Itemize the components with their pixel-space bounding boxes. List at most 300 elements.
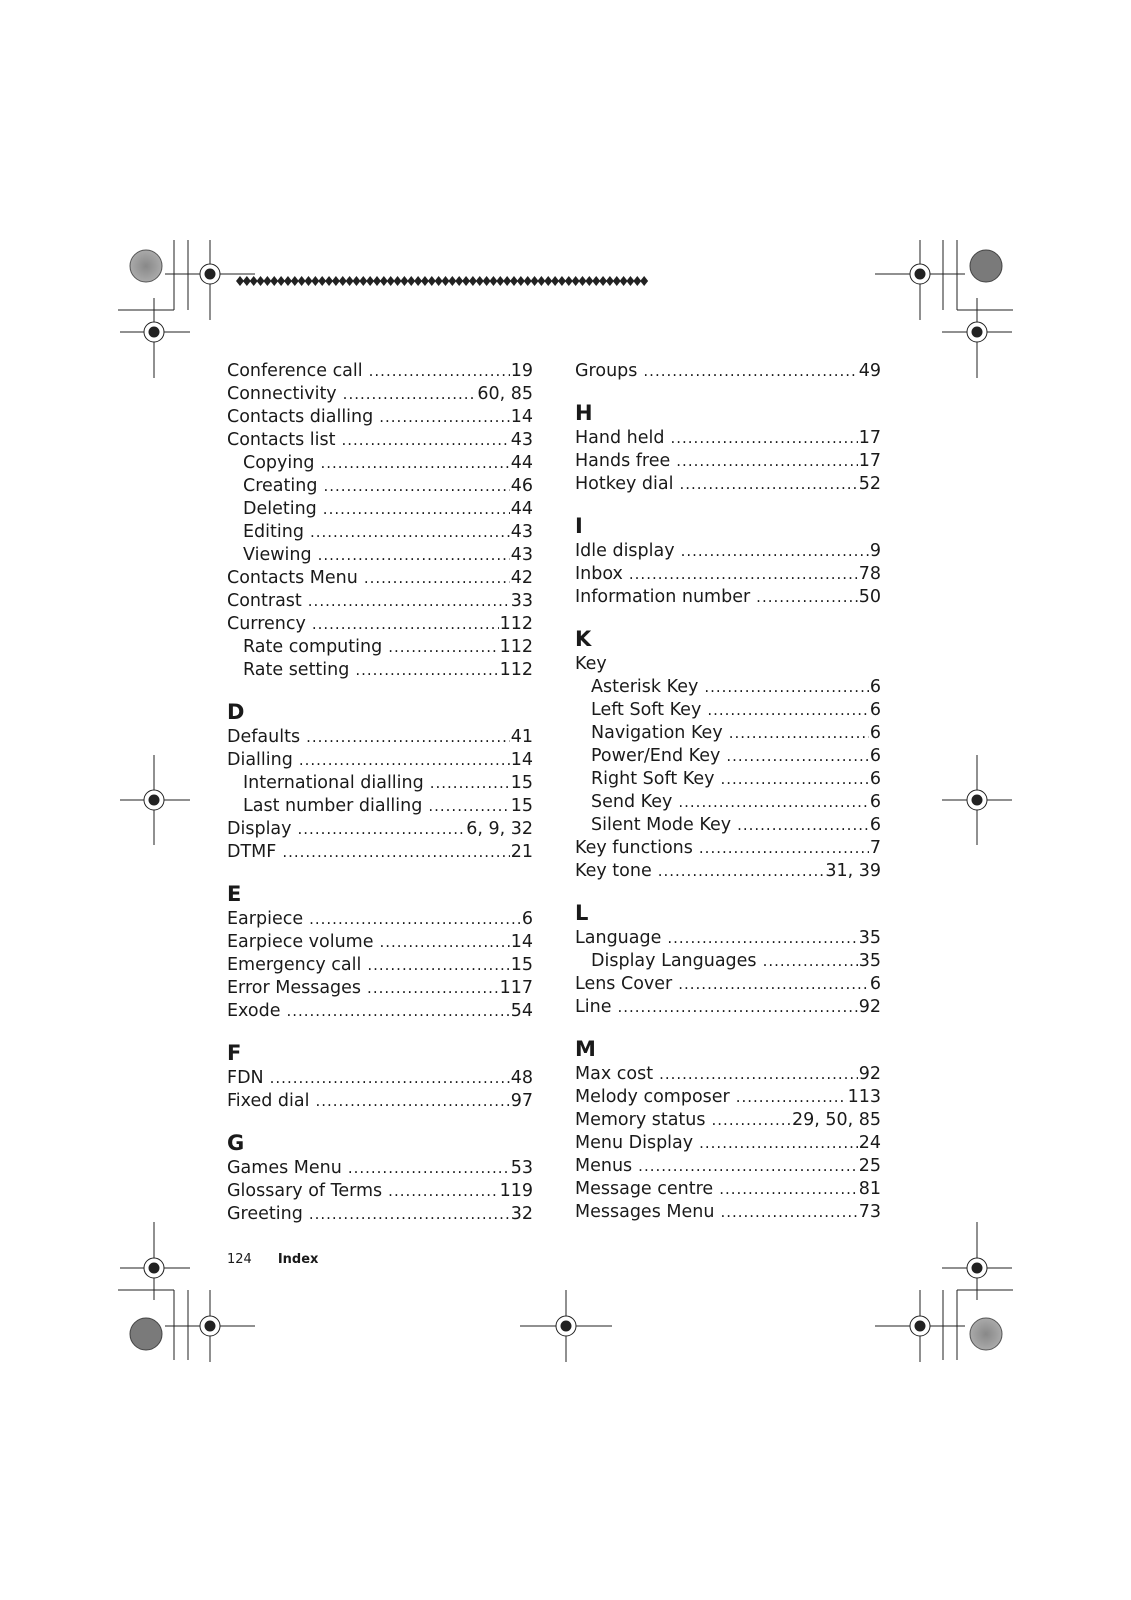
diamond-icon [551,276,559,286]
index-page-refs: 6 [869,677,881,697]
diamond-icon [606,276,614,286]
diamond-icon [428,276,436,286]
index-entry [575,427,881,450]
dot-leader [379,406,509,429]
diamond-icon [270,276,278,286]
dot-leader [737,814,869,837]
grey-disc-icon [970,250,1002,282]
dot-leader [667,927,857,950]
index-page-refs: 6 [521,909,533,929]
index-term: Rate computing [243,637,383,657]
index-page-refs: 81 [858,1179,881,1199]
index-page-refs: 117 [499,978,533,998]
sunburst-disc-icon [970,1318,1002,1350]
index-entry [227,954,533,977]
index-page-refs: 17 [858,451,881,471]
index-entry [227,590,533,613]
dot-leader [638,1155,858,1178]
dot-leader [707,699,869,722]
dot-leader [712,1109,791,1132]
index-term: Contacts dialling [227,407,374,427]
index-term: Memory status [575,1110,706,1130]
dot-leader [298,818,466,841]
dot-leader [729,722,869,745]
diamond-icon [414,276,422,286]
diamond-icon [585,276,593,286]
diamond-icon [346,276,354,286]
index-entry [575,927,881,950]
dot-leader [719,1178,858,1201]
diamond-icon [435,276,443,286]
dot-leader [315,1090,509,1113]
index-term: Exode [227,1001,281,1021]
index-entry [575,996,881,1019]
index-page-refs: 6 [869,769,881,789]
index-entry [575,450,881,473]
index-term: Power/End Key [591,746,721,766]
index-term: Glossary of Terms [227,1181,383,1201]
crosshair-icon [875,240,965,320]
index-letter-heading: F [227,1041,242,1065]
index-column-right [575,360,881,1224]
diamond-icon [359,276,367,286]
index-entry [227,383,533,406]
dot-leader [679,473,857,496]
index-group [575,514,881,609]
index-letter-heading: K [575,627,592,651]
dot-leader [699,837,869,860]
diamond-icon [620,276,628,286]
index-entry [575,1086,881,1109]
dot-leader [699,1132,858,1155]
index-entry [227,749,533,772]
diamond-icon [291,276,299,286]
index-term: Hotkey dial [575,474,674,494]
index-term: Greeting [227,1204,303,1224]
index-entry [575,1063,881,1086]
index-term: Defaults [227,727,301,747]
diamond-icon [496,276,504,286]
index-page-refs: 6 [869,792,881,812]
index-group [575,627,881,883]
index-page-refs: 35 [858,928,881,948]
index-subentry [575,768,881,791]
diamond-icon [572,276,580,286]
index-entry [575,1201,881,1224]
diamond-icon [332,276,340,286]
diamond-icon [565,276,573,286]
index-entry [575,360,881,383]
index-page-refs: 15 [510,955,533,975]
index-term: Creating [243,476,318,496]
sunburst-disc-icon [130,250,162,282]
dot-leader [367,977,499,1000]
index-page-refs: 25 [858,1156,881,1176]
index-subentry [227,521,533,544]
index-entry [575,860,881,883]
index-page-refs: 14 [510,407,533,427]
index-letter-heading: H [575,401,593,425]
dot-leader [286,1000,509,1023]
diamond-icon [373,276,381,286]
index-term: Connectivity [227,384,337,404]
diamond-icon [236,276,244,286]
index-page-refs: 31, 39 [825,861,881,881]
index-entry [575,837,881,860]
index-term: Contacts Menu [227,568,358,588]
diamond-strip [236,276,648,286]
index-entry [575,473,881,496]
dot-leader [309,908,521,931]
index-page-refs: 7 [869,838,881,858]
index-entry [227,613,533,636]
index-page-refs: 112 [499,614,533,634]
index-entry [575,1155,881,1178]
dot-leader [320,452,509,475]
index-group [227,700,533,864]
index-page-refs: 15 [510,796,533,816]
index-entry [227,1000,533,1023]
dot-leader [282,841,509,864]
dot-leader [430,772,510,795]
index-page-refs: 6 [869,746,881,766]
index-entry [227,1203,533,1226]
page-number: 124 [227,1252,252,1267]
index-entry [227,1067,533,1090]
index-page-refs: 14 [510,932,533,952]
index-subentry [227,659,533,682]
diamond-icon [318,276,326,286]
diamond-icon [366,276,374,286]
crosshair-icon [942,1222,1012,1300]
dot-leader [756,586,858,609]
diamond-icon [537,276,545,286]
index-term: Messages Menu [575,1202,715,1222]
index-subentry [575,676,881,699]
index-term: Melody composer [575,1087,730,1107]
diamond-icon [613,276,621,286]
index-entry [575,540,881,563]
diamond-icon [476,276,484,286]
dot-leader [676,450,857,473]
index-entry [575,1132,881,1155]
index-entry [575,973,881,996]
index-page-refs: 29, 50, 85 [791,1110,881,1130]
dot-leader [341,429,509,452]
index-page-refs: 6 [869,700,881,720]
index-page-refs: 24 [858,1133,881,1153]
index-term: Key functions [575,838,693,858]
index-page-refs: 43 [510,545,533,565]
diamond-icon [305,276,313,286]
page-footer [227,1252,318,1267]
dot-leader [629,563,858,586]
index-subentry [227,636,533,659]
index-term: Hands free [575,451,671,471]
index-page-refs: 35 [858,951,881,971]
diamond-icon [503,276,511,286]
index-entry [227,360,533,383]
diamond-icon [524,276,532,286]
index-term: Contacts list [227,430,336,450]
index-page-refs: 15 [510,773,533,793]
index-group [575,901,881,1019]
dot-leader [720,768,868,791]
index-page-refs: 97 [510,1091,533,1111]
index-page-refs: 113 [847,1087,881,1107]
index-term: Send Key [591,792,673,812]
index-term: Silent Mode Key [591,815,732,835]
dot-leader [299,749,510,772]
index-entry [227,977,533,1000]
diamond-icon [640,276,648,286]
dot-leader [310,521,510,544]
diamond-icon [448,276,456,286]
index-subentry [227,795,533,818]
index-term: Message centre [575,1179,714,1199]
index-term: Editing [243,522,304,542]
index-subentry [227,772,533,795]
dot-leader [681,540,869,563]
index-column-left [227,360,533,1226]
index-page-refs: 14 [510,750,533,770]
diamond-icon [284,276,292,286]
index-page-refs: 6 [869,723,881,743]
diamond-icon [243,276,251,286]
crosshair-icon [165,1290,255,1362]
index-term: Fixed dial [227,1091,310,1111]
diamond-icon [592,276,600,286]
dot-leader [720,1201,857,1224]
dot-leader [763,950,858,973]
index-term: Navigation Key [591,723,723,743]
dot-leader [380,931,510,954]
index-page-refs: 43 [510,430,533,450]
index-term: Menu Display [575,1133,694,1153]
dot-leader [658,860,825,883]
diamond-icon [455,276,463,286]
index-page-refs: 48 [510,1068,533,1088]
index-page-refs: 42 [510,568,533,588]
index-term: Information number [575,587,751,607]
index-subentry [575,791,881,814]
crosshair-icon [520,1290,612,1362]
dot-leader [355,659,498,682]
index-page-refs: 9 [869,541,881,561]
index-entry [227,726,533,749]
dot-leader [736,1086,847,1109]
section-title: Index [277,1252,319,1267]
diamond-icon [626,276,634,286]
diamond-icon [325,276,333,286]
diamond-icon [394,276,402,286]
index-term: Error Messages [227,978,362,998]
index-term: Groups [575,361,638,381]
index-group [575,360,881,383]
grey-disc-icon [130,1318,162,1350]
diamond-icon [277,276,285,286]
index-term: DTMF [227,842,277,862]
index-term: Right Soft Key [591,769,715,789]
index-letter-heading: G [227,1131,245,1155]
index-term: Currency [227,614,306,634]
index-term: Display Languages [591,951,757,971]
index-entry [575,653,881,676]
index-entry [575,1178,881,1201]
dot-leader [369,360,510,383]
index-term: Last number dialling [243,796,423,816]
index-page-refs: 60, 85 [477,384,533,404]
dot-leader [428,795,509,818]
index-term: Conference call [227,361,363,381]
diamond-icon [311,276,319,286]
index-page-refs: 112 [499,637,533,657]
dot-leader [323,498,510,521]
index-entry [227,908,533,931]
crosshair-icon [875,1290,965,1362]
diamond-icon [531,276,539,286]
index-page-refs: 52 [858,474,881,494]
dot-leader [312,613,499,636]
dot-leader [643,360,857,383]
index-term: Copying [243,453,315,473]
index-page-refs: 46 [510,476,533,496]
index-term: Dialling [227,750,293,770]
index-term: Max cost [575,1064,654,1084]
index-letter-heading: M [575,1037,596,1061]
diamond-icon [298,276,306,286]
diamond-icon [462,276,470,286]
dot-leader [659,1063,858,1086]
index-term: Inbox [575,564,623,584]
index-page-refs: 44 [510,453,533,473]
diamond-icon [263,276,271,286]
diamond-icon [442,276,450,286]
crosshair-icon [942,755,1012,845]
dot-leader [726,745,869,768]
index-page-refs: 49 [858,361,881,381]
crosshair-icon [120,1222,190,1300]
dot-leader [309,1203,510,1226]
index-term: FDN [227,1068,264,1088]
dot-leader [678,973,869,996]
dot-leader [388,1180,498,1203]
index-letter-heading: E [227,882,242,906]
index-page-refs: 92 [858,997,881,1017]
dot-leader [678,791,868,814]
dot-leader [367,954,509,977]
index-term: Games Menu [227,1158,342,1178]
index-term: Key [575,654,607,674]
index-term: Key tone [575,861,652,881]
index-entry [227,1090,533,1113]
index-page-refs: 73 [858,1202,881,1222]
index-group [575,1037,881,1224]
diamond-icon [339,276,347,286]
index-page-refs: 32 [510,1204,533,1224]
index-subentry [227,498,533,521]
index-letter-heading: D [227,700,245,724]
index-subentry [575,722,881,745]
dot-leader [318,544,510,567]
index-term: Rate setting [243,660,350,680]
diamond-icon [489,276,497,286]
index-page-refs: 21 [510,842,533,862]
index-group [227,882,533,1023]
index-page-refs: 78 [858,564,881,584]
index-entry [227,841,533,864]
diamond-icon [544,276,552,286]
diamond-icon [599,276,607,286]
diamond-icon [257,276,265,286]
index-page-refs: 6, 9, 32 [466,819,533,839]
index-page-refs: 53 [510,1158,533,1178]
index-letter-heading: I [575,514,583,538]
index-page-refs: 50 [858,587,881,607]
diamond-icon [250,276,258,286]
index-term: Emergency call [227,955,362,975]
index-page-refs: 43 [510,522,533,542]
index-subentry [575,950,881,973]
index-page-refs: 17 [858,428,881,448]
dot-leader [617,996,857,1019]
diamond-icon [407,276,415,286]
index-page-refs: 19 [510,361,533,381]
index-entry [227,1180,533,1203]
dot-leader [704,676,869,699]
index-entry [227,406,533,429]
diamond-icon [633,276,641,286]
index-entry [575,1109,881,1132]
diamond-icon [352,276,360,286]
index-subentry [227,452,533,475]
diamond-icon [579,276,587,286]
index-subentry [575,814,881,837]
index-term: Idle display [575,541,675,561]
diamond-icon [387,276,395,286]
index-entry [227,931,533,954]
diamond-icon [400,276,408,286]
diamond-icon [469,276,477,286]
index-term: Left Soft Key [591,700,702,720]
index-subentry [575,699,881,722]
dot-leader [348,1157,510,1180]
index-group [227,360,533,682]
index-entry [227,1157,533,1180]
dot-leader [308,590,510,613]
index-term: Line [575,997,612,1017]
index-term: Lens Cover [575,974,673,994]
index-subentry [575,745,881,768]
dot-leader [670,427,857,450]
index-term: Earpiece [227,909,304,929]
index-subentry [227,544,533,567]
index-term: Menus [575,1156,633,1176]
index-entry [227,567,533,590]
index-page-refs: 33 [510,591,533,611]
index-entry [575,586,881,609]
index-subentry [227,475,533,498]
diamond-icon [517,276,525,286]
index-page-refs: 119 [499,1181,533,1201]
index-group [227,1041,533,1113]
dot-leader [388,636,498,659]
index-page-refs: 54 [510,1001,533,1021]
index-group [227,1131,533,1226]
index-letter-heading: L [575,901,589,925]
index-page-refs: 44 [510,499,533,519]
diamond-icon [510,276,518,286]
